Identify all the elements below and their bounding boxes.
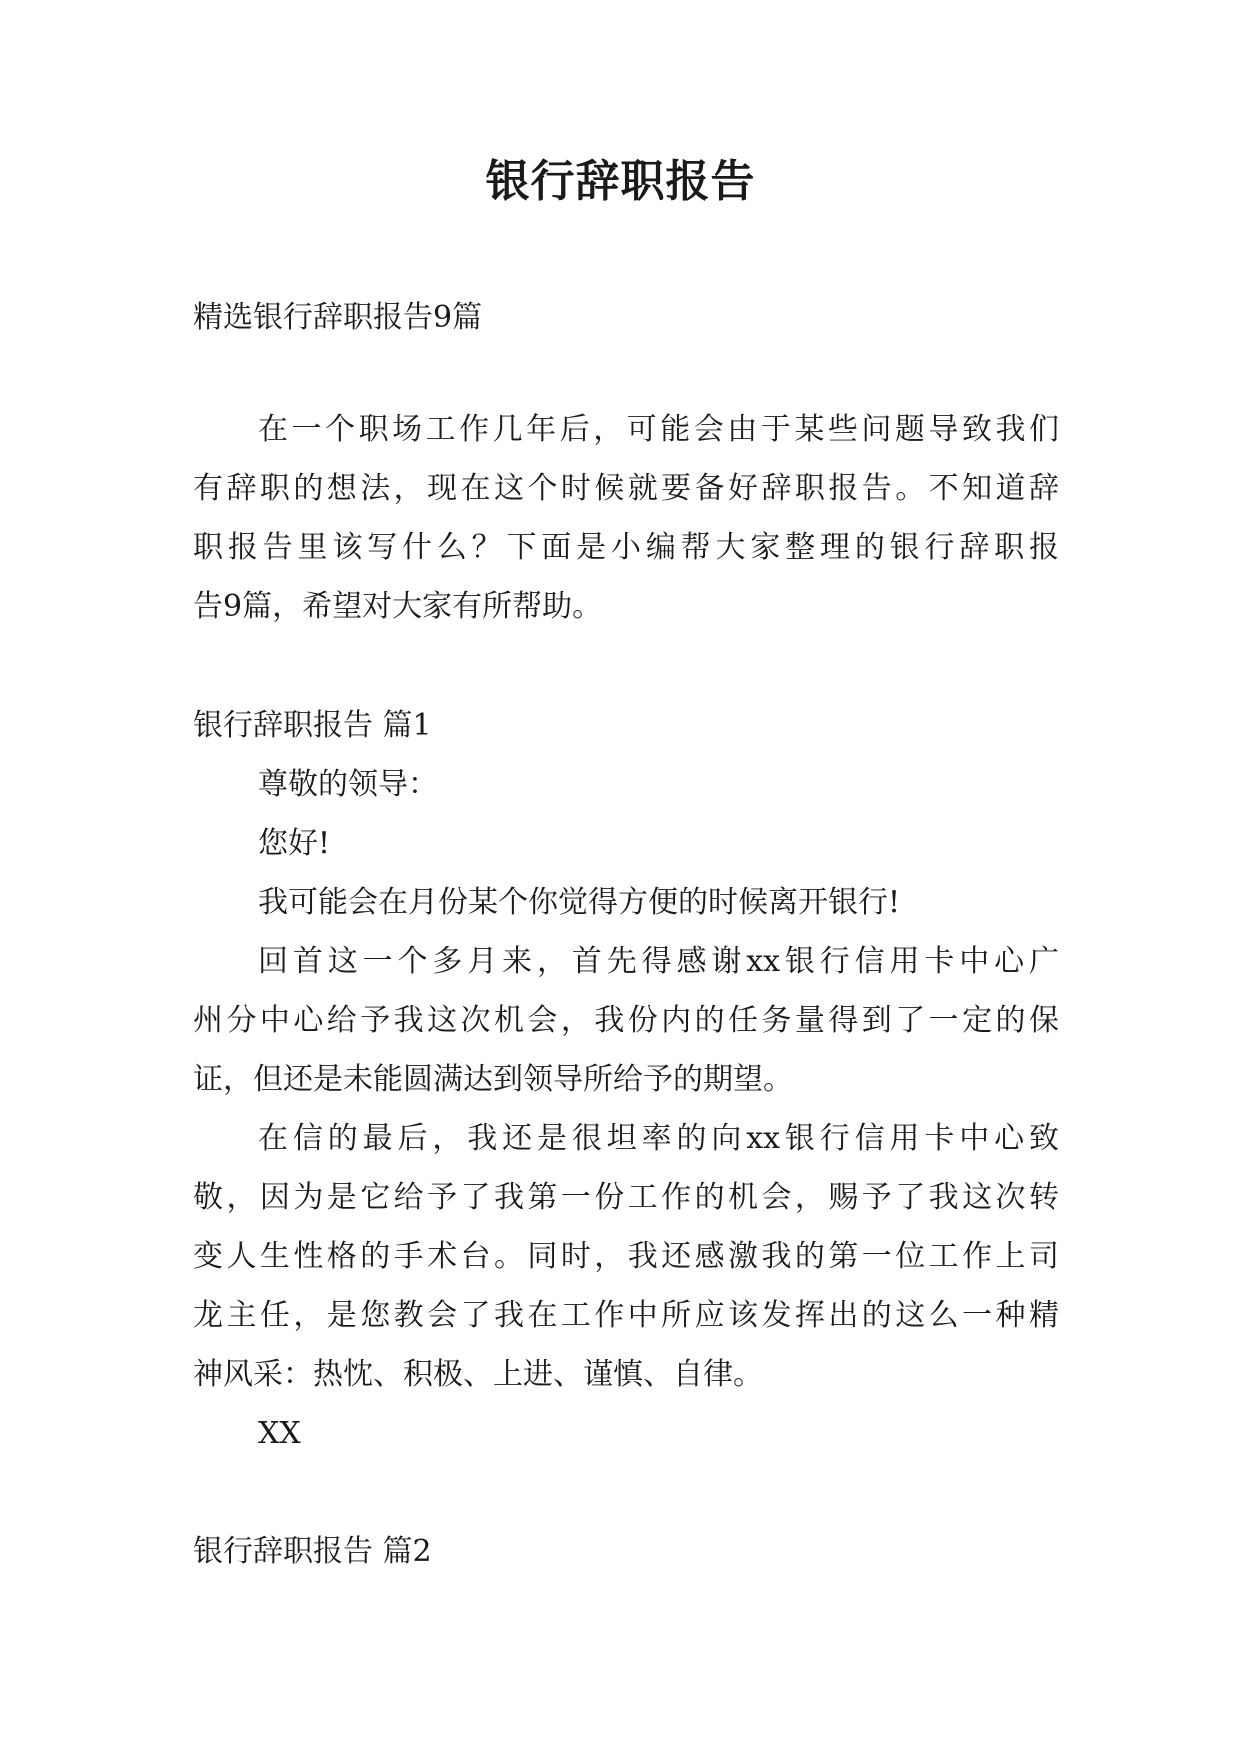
intro-line-3: 职报告里该写什么？下面是小编帮大家整理的银行辞职报 xyxy=(193,530,1059,565)
document-subtitle: 精选银行辞职报告9篇 xyxy=(193,300,483,335)
document-title: 银行辞职报告 xyxy=(485,156,756,207)
section-2-heading: 银行辞职报告 篇2 xyxy=(193,1534,432,1569)
intro-line-4: 告9篇，希望对大家有所帮助。 xyxy=(193,589,603,624)
paragraph-3-line-3: 变人生性格的手术台。同时，我还感激我的第一位工作上司 xyxy=(193,1239,1059,1274)
greeting: 您好! xyxy=(258,826,331,861)
salutation: 尊敬的领导： xyxy=(258,767,438,802)
paragraph-2-line-2: 州分中心给予我这次机会，我份内的任务量得到了一定的保 xyxy=(193,1003,1059,1038)
paragraph-1-line-1: 我可能会在月份某个你觉得方便的时候离开银行! xyxy=(258,885,901,920)
paragraph-3-line-5: 神风采：热忱、积极、上进、谨慎、自律。 xyxy=(193,1357,763,1392)
paragraph-3-line-2: 敬，因为是它给予了我第一份工作的机会，赐予了我这次转 xyxy=(193,1180,1059,1215)
paragraph-2-line-3: 证，但还是未能圆满达到领导所给予的期望。 xyxy=(193,1062,793,1097)
section-1-heading: 银行辞职报告 篇1 xyxy=(193,708,432,743)
paragraph-2-line-1: 回首这一个多月来，首先得感谢xx银行信用卡中心广 xyxy=(258,944,1059,979)
intro-line-1: 在一个职场工作几年后，可能会由于某些问题导致我们 xyxy=(258,412,1059,447)
intro-line-2: 有辞职的想法，现在这个时候就要备好辞职报告。不知道辞 xyxy=(193,471,1059,506)
paragraph-3-line-4: 龙主任，是您教会了我在工作中所应该发挥出的这么一种精 xyxy=(193,1298,1059,1333)
paragraph-3-line-1: 在信的最后，我还是很坦率的向xx银行信用卡中心致 xyxy=(258,1121,1059,1156)
signature: XX xyxy=(258,1416,301,1451)
